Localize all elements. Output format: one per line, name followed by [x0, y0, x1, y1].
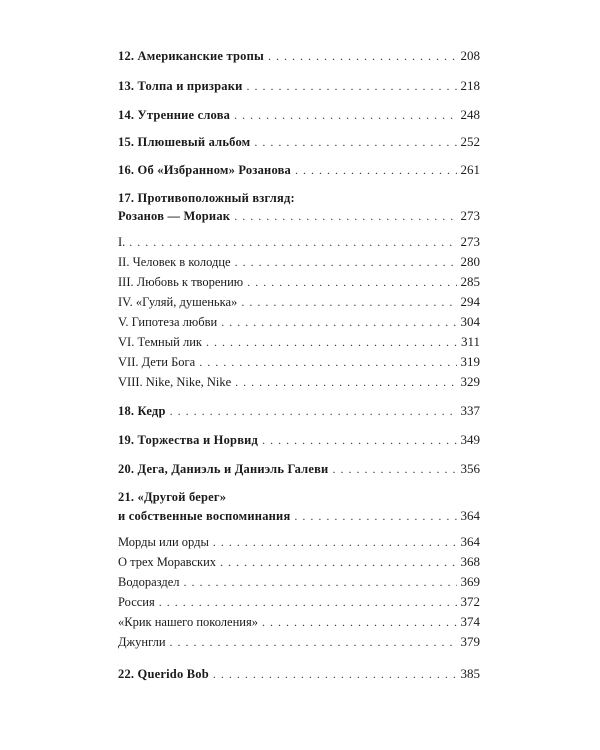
dot-leader — [170, 404, 457, 419]
toc-entry-22 — [118, 666, 480, 684]
toc-entry-15 — [118, 134, 480, 152]
entry-title: 13. Толпа и призраки — [118, 79, 243, 93]
toc-entry-20 — [118, 461, 480, 479]
toc-entry-16 — [118, 162, 480, 180]
entry-page: 374 — [460, 614, 480, 629]
entry-page: 248 — [460, 107, 480, 122]
dot-leader — [268, 49, 457, 64]
entry-page: 349 — [460, 432, 480, 447]
entry-page: 364 — [460, 534, 480, 549]
dot-leader — [294, 509, 456, 524]
entry-page: 218 — [460, 78, 480, 93]
entry-page: 273 — [460, 208, 480, 223]
toc-subentry — [118, 374, 480, 392]
entry-title: VII. Дети Бога — [118, 355, 196, 369]
dot-leader — [247, 79, 457, 94]
dot-leader — [241, 295, 456, 310]
toc-subentry — [118, 234, 480, 252]
entry-title: V. Гипотеза любви — [118, 315, 218, 329]
entry-title: VIII. Nike, Nike, Nike — [118, 375, 232, 389]
dot-leader — [184, 575, 457, 590]
toc-subentry — [118, 534, 480, 552]
entry-title: Водораздел — [118, 575, 180, 589]
toc-subentry — [118, 314, 480, 332]
dot-leader — [213, 535, 457, 550]
dot-leader — [159, 595, 457, 610]
entry-title: IV. «Гуляй, душенька» — [118, 295, 238, 309]
entry-page: 311 — [460, 334, 480, 349]
entry-title: Джунгли — [118, 635, 166, 649]
entry-title: 22. Querido Bob — [118, 667, 209, 681]
dot-leader — [234, 108, 456, 123]
entry-page: 368 — [460, 554, 480, 569]
entry-title: 12. Американские тропы — [118, 49, 264, 63]
toc-entry-17 — [118, 208, 480, 226]
dot-leader — [170, 635, 457, 650]
dot-leader — [262, 615, 457, 630]
toc-subentry — [118, 594, 480, 612]
toc-subentry — [118, 354, 480, 372]
toc-subentry — [118, 554, 480, 572]
entry-page: 385 — [460, 666, 480, 681]
toc-entry-14 — [118, 107, 480, 125]
dot-leader — [262, 433, 456, 448]
entry-title: О трех Моравских — [118, 555, 217, 569]
toc-entry-13 — [118, 78, 480, 96]
entry-page: 369 — [460, 574, 480, 589]
toc-subentry — [118, 294, 480, 312]
entry-page: 372 — [460, 594, 480, 609]
toc-subentry — [118, 634, 480, 652]
entry-title: 17. Противоположный взгляд: — [118, 191, 295, 205]
toc-entry-17-line1 — [118, 191, 480, 209]
dot-leader — [247, 275, 456, 290]
toc-subentry — [118, 574, 480, 592]
entry-page: 379 — [460, 634, 480, 649]
dot-leader — [199, 355, 456, 370]
entry-title: 21. «Другой берег» — [118, 490, 227, 504]
dot-leader — [129, 235, 456, 250]
entry-title: 18. Кедр — [118, 404, 166, 418]
dot-leader — [221, 315, 456, 330]
dot-leader — [234, 209, 456, 224]
dot-leader — [235, 375, 456, 390]
dot-leader — [295, 163, 457, 178]
entry-title: «Крик нашего поколения» — [118, 615, 258, 629]
entry-title: II. Человек в колодце — [118, 255, 231, 269]
entry-title: и собственные воспоминания — [118, 509, 291, 523]
entry-title: I. — [118, 235, 126, 249]
dot-leader — [332, 462, 456, 477]
entry-page: 208 — [460, 48, 480, 63]
entry-page: 261 — [460, 162, 480, 177]
toc-subentry — [118, 274, 480, 292]
entry-page: 356 — [460, 461, 480, 476]
entry-title: III. Любовь к творению — [118, 275, 244, 289]
entry-title: 15. Плюшевый альбом — [118, 135, 251, 149]
entry-page: 273 — [460, 234, 480, 249]
toc-entry-12 — [118, 48, 480, 66]
entry-title: Россия — [118, 595, 155, 609]
entry-page: 337 — [460, 403, 480, 418]
entry-title: 19. Торжества и Норвид — [118, 433, 259, 447]
entry-page: 280 — [460, 254, 480, 269]
entry-page: 304 — [460, 314, 480, 329]
entry-page: 252 — [460, 134, 480, 149]
entry-title: Розанов — Мориак — [118, 209, 231, 223]
entry-page: 364 — [460, 508, 480, 523]
toc-subentry — [118, 334, 480, 352]
entry-title: 16. Об «Избранном» Розанова — [118, 163, 291, 177]
entry-title: VI. Темный лик — [118, 335, 202, 349]
toc-subentry — [118, 254, 480, 272]
toc-entry-19 — [118, 432, 480, 450]
entry-page: 294 — [460, 294, 480, 309]
entry-title: 20. Дега, Даниэль и Даниэль Галеви — [118, 462, 329, 476]
entry-title: 14. Утренние слова — [118, 108, 231, 122]
toc-entry-21 — [118, 508, 480, 526]
entry-page: 329 — [460, 374, 480, 389]
toc-entry-18 — [118, 403, 480, 421]
dot-leader — [235, 255, 457, 270]
dot-leader — [254, 135, 456, 150]
toc-subentry — [118, 614, 480, 632]
dot-leader — [220, 555, 456, 570]
entry-page: 319 — [460, 354, 480, 369]
toc-entry-21-line1 — [118, 490, 480, 508]
entry-page: 285 — [460, 274, 480, 289]
dot-leader — [206, 335, 457, 350]
dot-leader — [213, 667, 457, 682]
entry-title: Морды или орды — [118, 535, 209, 549]
